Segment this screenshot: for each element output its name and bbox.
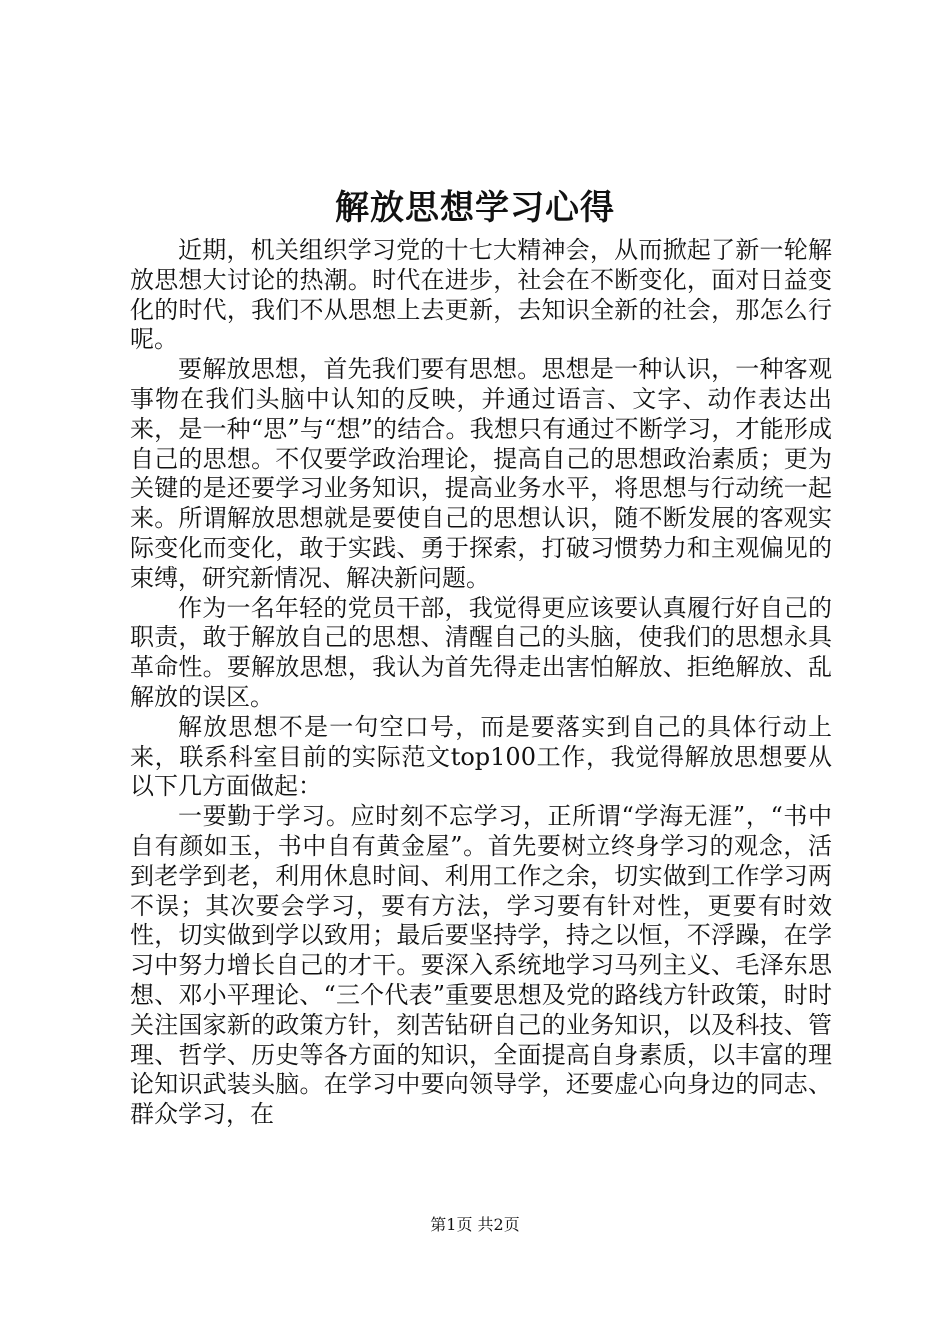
paragraph-3: 作为一名年轻的党员干部，我觉得更应该要认真履行好自己的职责，敢于解放自己的思想、清醒自己的头脑，使我们的思想永具革命性。要解放思想，我认为首先得走出害怕解放、拒绝解放、乱解放的误区。 [130,593,832,711]
paragraph-2: 要解放思想，首先我们要有思想。思想是一种认识，一种客观事物在我们头脑中认知的反映，并通过语言、文字、动作表达出来，是一种“思”与“想”的结合。我想只有通过不断学习，才能形成自己的思想。不仅要学政治理论，提高自己的思想政治素质；更为关键的是还要学习业务知识，提高业务水平，将思想与行动统一起来。所谓解放思想就是要使自己的思想认识，随不断发展的客观实际变化而变化，敢于实践、勇于探索，打破习惯势力和主观偏见的束缚，研究新情况、解决新问题。 [130,355,832,592]
page-title: 解放思想学习心得 [335,188,615,228]
paragraph-5: 一要勤于学习。应时刻不忘学习，正所谓“学海无涯”，“书中自有颜如玉，书中自有黄金屋”。首先要树立终身学习的观念，活到老学到老，利用休息时间、利用工作之余，切实做到工作学习两不误；其次要会学习，要有方法，学习要有针对性，更要有时效性，切实做到学以致用；最后要坚持学，持之以恒，不浮躁，在学习中努力增长自己的才干。要深入系统地学习马列主义、毛泽东思想、邓小平理论、“三个代表”重要思想及党的路线方针政策，时时关注国家新的政策方针，刻苦钻研自己的业务知识，以及科技、管理、哲学、历史等各方面的知识，全面提高自身素质，以丰富的理论知识武装头脑。在学习中要向领导学，还要虚心向身边的同志、群众学习，在 [130,802,832,1129]
paragraph-4: 解放思想不是一句空口号，而是要落实到自己的具体行动上来，联系科室目前的实际范文top100工作，我觉得解放思想要从以下几方面做起： [130,712,832,801]
document-body [130,236,832,1130]
page-number-footer: 第1页 共2页 [430,1215,520,1234]
paragraph-1: 近期，机关组织学习党的十七大精神会，从而掀起了新一轮解放思想大讨论的热潮。时代在进步，社会在不断变化，面对日益变化的时代，我们不从思想上去更新，去知识全新的社会，那怎么行呢。 [130,236,832,354]
